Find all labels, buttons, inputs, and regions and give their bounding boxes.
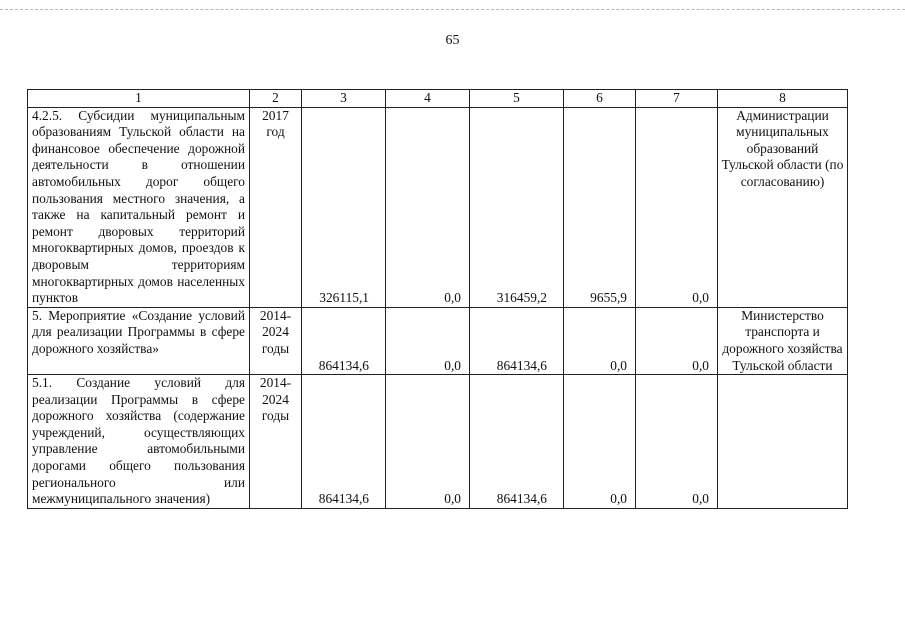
- amount-cell-col4: 0,0: [386, 307, 470, 374]
- column-header: 5: [470, 90, 564, 108]
- table-row: [28, 107, 848, 307]
- executor-cell: Администрации муниципальных образований Тульской области (по согласованию): [718, 107, 848, 307]
- amount-cell-col7: 0,0: [636, 307, 718, 374]
- column-header: 4: [386, 90, 470, 108]
- amount-cell-col7: 0,0: [636, 107, 718, 307]
- column-header: 1: [28, 90, 250, 108]
- period-cell: 2014-2024 годы: [250, 307, 302, 374]
- executor-cell: Министерство транспорта и дорожного хозяйства Тульской области: [718, 307, 848, 374]
- amount-cell-col5: 316459,2: [470, 107, 564, 307]
- period-cell: 2014-2024 годы: [250, 375, 302, 509]
- measure-name-cell: 5. Мероприятие «Создание условий для реализации Программы в сфере дорожного хозяйства»: [28, 307, 250, 374]
- period-cell: 2017 год: [250, 107, 302, 307]
- amount-cell-col3: 864134,6: [302, 307, 386, 374]
- amount-cell-col7: 0,0: [636, 375, 718, 509]
- amount-cell-col3: 326115,1: [302, 107, 386, 307]
- measure-name-cell: 4.2.5. Субсидии муниципальным образованиям Тульской области на финансовое обеспечение дорожной деятельности в отношении автомобильных дорог общего пользования местного значения, а также на капитальный ремонт и ремонт дворовых территорий многоквартирных домов, проездов к дворовым территориям многоквартирных домов населенных пунктов: [28, 107, 250, 307]
- table-row: [28, 307, 848, 374]
- column-header: 3: [302, 90, 386, 108]
- table-header-row: [28, 90, 848, 108]
- amount-cell-col6: 0,0: [564, 307, 636, 374]
- budget-table: [27, 89, 848, 509]
- top-divider-line: [0, 9, 905, 10]
- column-header: 6: [564, 90, 636, 108]
- executor-cell: [718, 375, 848, 509]
- column-header: 7: [636, 90, 718, 108]
- measure-name-cell: 5.1. Создание условий для реализации Программы в сфере дорожного хозяйства (содержание учреждений, осуществляющих управление автомобильными дорогами общего пользования регионального или межмуниципального значения): [28, 375, 250, 509]
- amount-cell-col5: 864134,6: [470, 375, 564, 509]
- amount-cell-col6: 9655,9: [564, 107, 636, 307]
- page-number: 65: [445, 33, 460, 48]
- amount-cell-col4: 0,0: [386, 107, 470, 307]
- amount-cell-col6: 0,0: [564, 375, 636, 509]
- column-header: 8: [718, 90, 848, 108]
- amount-cell-col4: 0,0: [386, 375, 470, 509]
- table-row: [28, 375, 848, 509]
- amount-cell-col5: 864134,6: [470, 307, 564, 374]
- column-header: 2: [250, 90, 302, 108]
- amount-cell-col3: 864134,6: [302, 375, 386, 509]
